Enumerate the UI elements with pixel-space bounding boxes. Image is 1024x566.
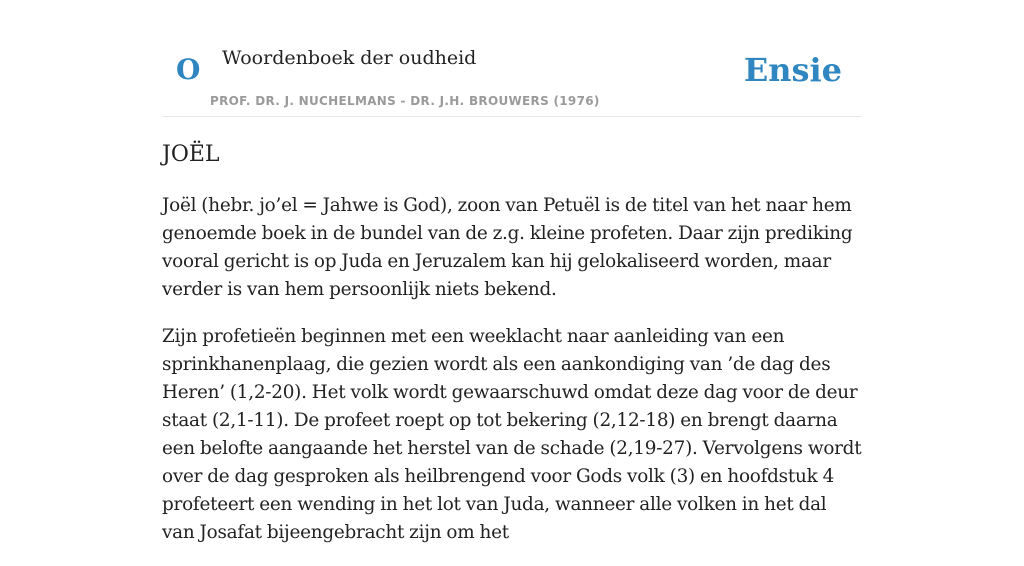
book-authors: PROF. DR. J. NUCHELMANS - DR. J.H. BROUWERS (1976) — [210, 94, 600, 108]
dictionary-header — [162, 36, 862, 117]
letter-index-link[interactable]: O — [176, 53, 201, 86]
entry-title: JOËL — [162, 142, 220, 167]
entry-body — [162, 192, 862, 566]
entry-paragraph: Zijn profetieën beginnen met een weeklacht naar aanleiding van een sprinkhanenplaag, die gezien wordt als een aankondiging van ’de dag des Heren’ (1,2-20). Het volk wordt gewaarschuwd omdat deze dag voor de deur staat (2,1-11). De profeet roept op tot bekering (2,12-18) en brengt daarna een belofte aangaande het herstel van de schade (2,19-27). Vervolgens wordt over de dag gesproken als heilbrengend voor Gods volk (3) en hoofdstuk 4 profeteert een wending in het lot van Juda, wanneer alle volken in het dal van Josafat bijeengebracht zijn om het — [162, 326, 862, 543]
entry-paragraph: Joël (hebr. jo’el = Jahwe is God), zoon van Petuël is de titel van het naar hem genoemde boek in de bundel van de z.g. kleine profeten. Daar zijn prediking vooral gericht is op Juda en Jeruzalem kan hij gelokaliseerd worden, maar verder is van hem persoonlijk niets bekend. — [162, 195, 853, 300]
book-title-link[interactable]: Woordenboek der oudheid — [222, 47, 477, 69]
brand-logo-link[interactable]: Ensie — [743, 51, 842, 89]
